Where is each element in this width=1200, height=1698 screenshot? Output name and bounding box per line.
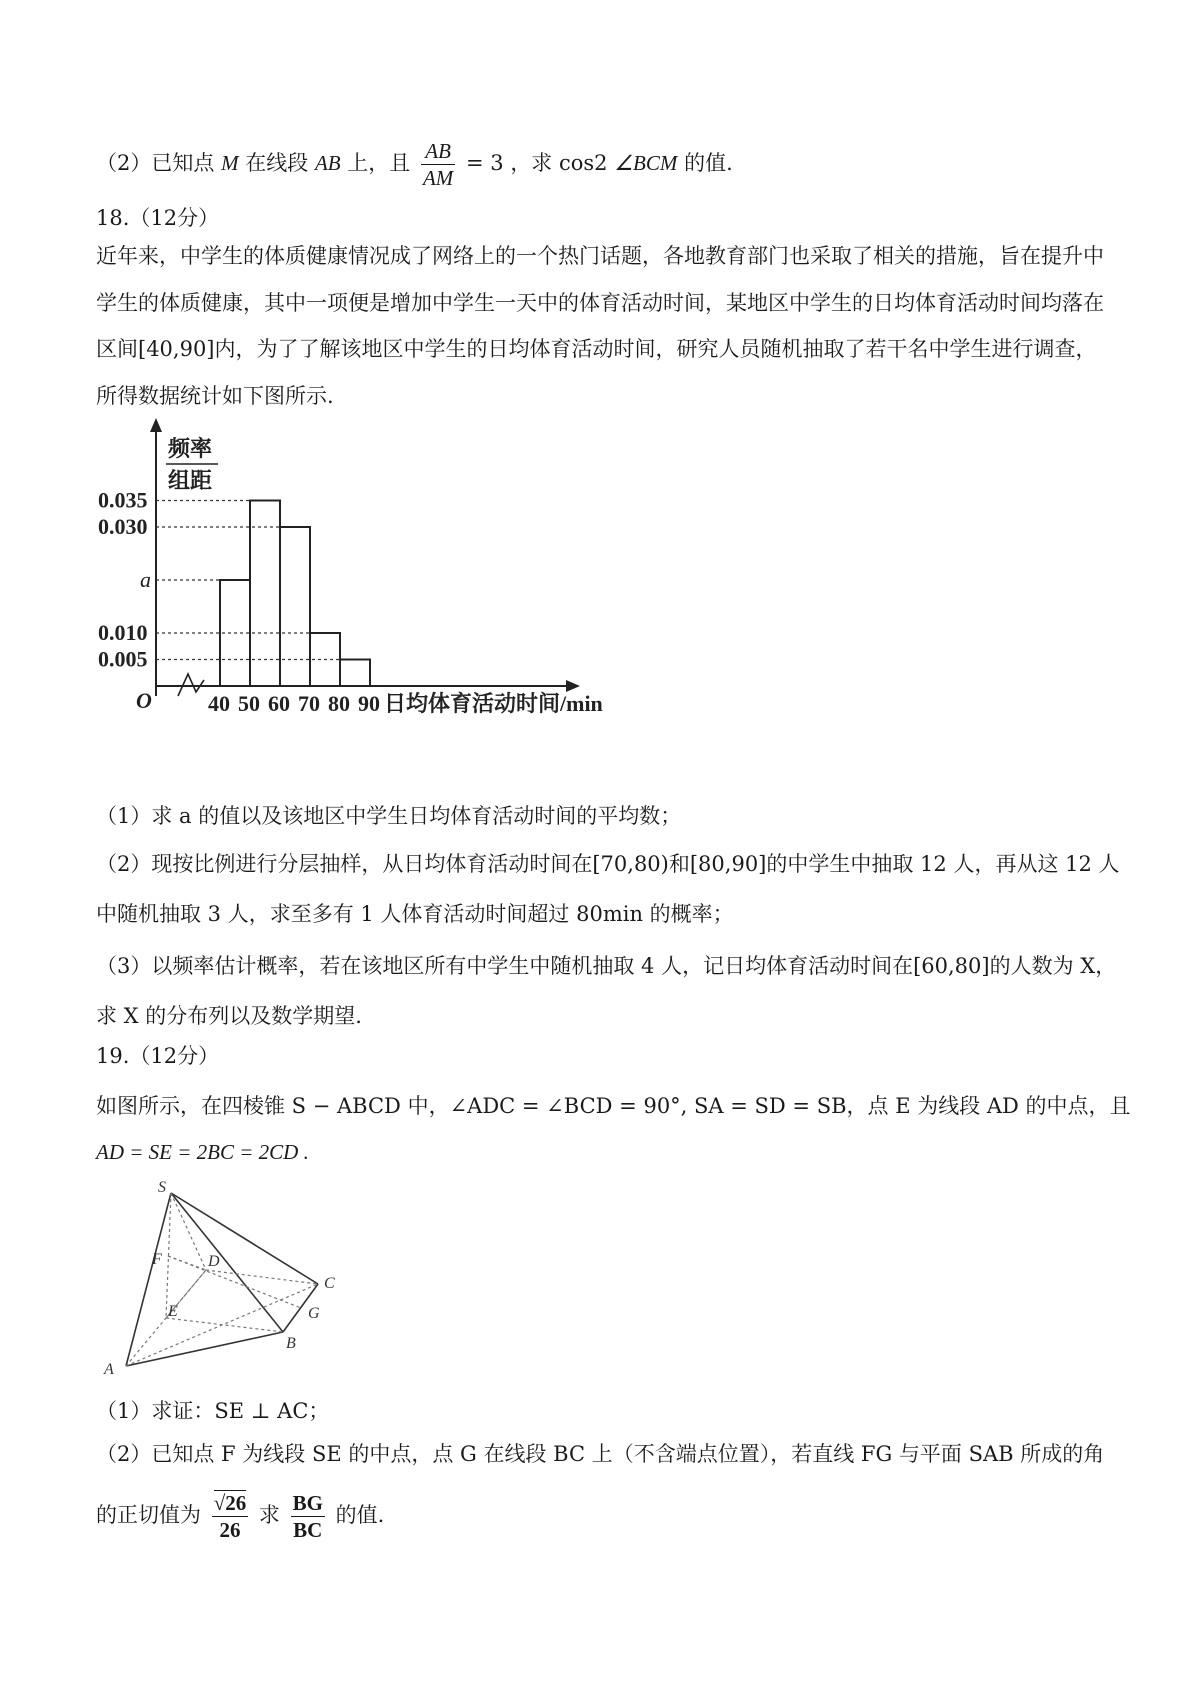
label-b: B [286,1335,296,1352]
q18-para-line-1: 近年来，中学生的体质健康情况成了网络上的一个热门话题，各地教育部门也采取了相关的措施，旨在提升中 [96,244,1104,268]
q18-header: 18.（12分） [96,206,220,230]
x-tick-label: 80 [328,691,350,716]
q19-frac-den: 26 [219,1518,241,1542]
q19-sub2-line-2 [96,1490,384,1543]
y-tick-label: 0.005 [98,646,148,672]
q17-fraction [421,138,455,191]
label-a: A [104,1361,114,1378]
x-tick-label: 70 [298,691,320,716]
q17-segment-ab: AB [314,151,341,175]
edge-sb [171,1193,283,1332]
edge-dc [206,1270,318,1284]
q17-mid3: ，求 [510,151,553,175]
q18-para-line-4: 所得数据统计如下图所示. [96,384,334,408]
y-axis-arrow [150,418,162,432]
q18-sub2-line-1: （2）现按比例进行分层抽样，从日均体育活动时间在[70,80)和[80,90]的中学生中抽取 12 人，再从这 12 人 [96,852,1120,876]
x-tick-label: 50 [238,691,260,716]
edge-sa [126,1193,171,1366]
histogram-chart [96,418,656,778]
q19-para-line-2: AD = SE = 2BC = 2CD . [96,1140,309,1164]
histogram-bar [340,660,370,687]
q18-sub2-line-2: 中随机抽取 3 人，求至多有 1 人体育活动时间超过 80min 的概率； [96,902,734,926]
x-tick-label: 90 [358,691,380,716]
label-f: F [152,1251,162,1268]
q17-mid1: 在线段 [245,151,309,175]
q19-frac-num: √26 [213,1491,247,1515]
q17-part2-line [96,138,733,191]
q17-cos: cos2 [559,151,608,175]
label-d: D [208,1253,220,1270]
q19-frac2-num: BG [292,1491,323,1515]
q19-para-line-1: 如图所示，在四棱锥 S − ABCD 中，∠ADC = ∠BCD = 90°, SA = SD = SB，点 E 为线段 AD 的中点，且 [96,1094,1131,1118]
edge-fg [168,1256,301,1308]
q19-ratio-fraction [291,1490,325,1543]
y-label-top: 频率 [168,436,213,461]
edge-sc [171,1193,318,1284]
label-e: E [168,1303,178,1320]
edge-fd [168,1256,206,1270]
q19-sub2-line-1: （2）已知点 F 为线段 SE 的中点，点 G 在线段 BC 上（不含端点位置），若直线 FG 与平面 SAB 所成的角 [96,1442,1105,1466]
q17-point-m: M [221,151,239,175]
edge-ac [126,1284,318,1366]
q19-frac2-den: BC [293,1518,323,1542]
x-tick-label: 40 [208,691,230,716]
q19-header: 19.（12分） [96,1044,220,1068]
q17-frac-den: AM [422,166,454,190]
histogram-bar [250,501,280,687]
q19-sub2-suffix: 的值. [335,1503,385,1527]
q17-prefix: （2）已知点 [96,151,215,175]
q18-sub3-line-2: 求 X 的分布列以及数学期望. [96,1004,362,1028]
q17-angle: ∠BCM [614,151,678,175]
q18-sub3-line-1: （3）以频率估计概率，若在该地区所有中学生中随机抽取 4 人，记日均体育活动时间在[60,80]的人数为 X， [96,954,1117,978]
q19-sub2-prefix: 的正切值为 [96,1503,201,1527]
q19-sqrt-fraction [212,1490,249,1543]
y-label-bottom: 组距 [168,468,213,493]
q18-sub1: （1）求 a 的值以及该地区中学生日均体育活动时间的平均数； [96,804,682,828]
q17-eq: = 3 [465,151,504,175]
pyramid-figure [96,1178,396,1383]
y-tick-label: 0.010 [98,620,148,645]
y-tick-label: 0.030 [98,514,148,539]
q17-suffix: 的值. [684,151,733,175]
q19-sub2-mid: 求 [258,1503,280,1527]
label-c: C [324,1275,335,1292]
q17-mid2: 上，且 [347,151,411,175]
x-tick-label: 60 [268,691,290,716]
x-axis-label: 日均体育活动时间/min [384,691,603,716]
q17-frac-num: AB [421,138,455,165]
label-g: G [308,1305,320,1322]
origin-label: O [136,688,152,713]
q18-para-line-3: 区间[40,90]内，为了了解该地区中学生的日均体育活动时间，研究人员随机抽取了若干名中学生进行调查， [96,337,1097,361]
q19-sub1: （1）求证：SE ⊥ AC； [96,1399,330,1423]
label-s: S [158,1179,166,1196]
q18-para-line-2: 学生的体质健康，其中一项便是增加中学生一天中的体育活动时间，某地区中学生的日均体育活动时间均落在 [96,291,1104,315]
y-tick-label: a [140,567,151,592]
edge-eb [166,1318,283,1332]
histogram-bar [280,527,310,686]
y-tick-label: 0.035 [98,487,148,513]
